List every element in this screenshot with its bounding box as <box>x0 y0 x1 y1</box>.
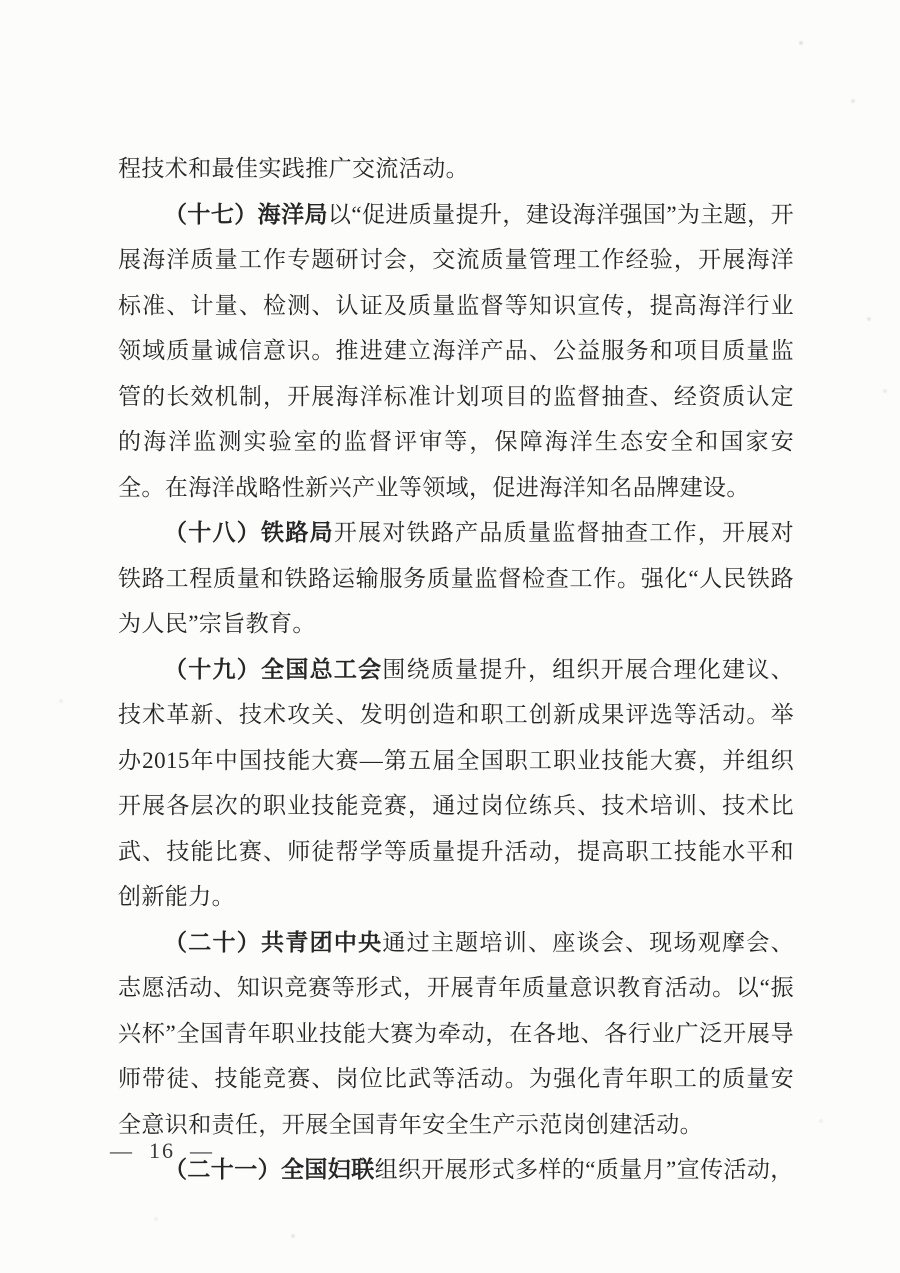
scan-artifacts <box>0 0 2 2</box>
paragraph-text: 通过主题培训、座谈会、现场观摩会、志愿活动、知识竞赛等形式，开展青年质量意识教育活动。以“振兴杯”全国青年职业技能大赛为牵动，在各地、各行业广泛开展导师带徒、技能竞赛、岗位比武等活动。为强化青年职工的质量安全意识和责任，开展全国青年安全生产示范岗创建活动。 <box>118 929 794 1137</box>
page-number: — 16 — <box>110 1138 214 1163</box>
paragraph <box>118 192 794 511</box>
document-body <box>118 146 794 1193</box>
paragraph <box>118 647 794 920</box>
paragraph-text: 开展对铁路产品质量监督抽查工作，开展对铁路工程质量和铁路运输服务质量监督检查工作。强化“人民铁路为人民”宗旨教育。 <box>118 520 794 636</box>
paragraph-text: 以“促进质量提升，建设海洋强国”为主题，开展海洋质量工作专题研讨会，交流质量管理工作经验，开展海洋标准、计量、检测、认证及质量监督等知识宣传，提高海洋行业领域质量诚信意识。推进建立海洋产品、公益服务和项目质量监管的长效机制，开展海洋标准计划项目的监督抽查、经资质认定的海洋监测实验室的监督评审等，保障海洋生态安全和国家安全。在海洋战略性新兴产业等领域，促进海洋知名品牌建设。 <box>118 201 794 500</box>
paragraph <box>118 1147 794 1193</box>
paragraph-lead: （十七）海洋局 <box>164 201 328 227</box>
paragraph-text: 围绕质量提升，组织开展合理化建议、技术革新、技术攻关、发明创造和职工创新成果评选等活动。举办2015年中国技能大赛—第五届全国职工职业技能大赛，并组织开展各层次的职业技能竞赛，通过岗位练兵、技术培训、技术比武、技能比赛、师徒帮学等质量提升活动，提高职工技能水平和创新能力。 <box>118 656 794 909</box>
paragraph-lead: （二十）共青团中央 <box>164 929 383 955</box>
paragraph-lead: （十九）全国总工会 <box>164 656 383 682</box>
paragraph-text: 程技术和最佳实践推广交流活动。 <box>118 156 469 181</box>
paragraph <box>118 146 794 192</box>
paragraph-lead: （二十一）全国妇联 <box>164 1157 375 1182</box>
paragraph-lead: （十八）铁路局 <box>164 520 334 545</box>
paragraph <box>118 510 794 647</box>
paragraph <box>118 920 794 1148</box>
paragraph-text: 组织开展形式多样的“质量月”宣传活动， <box>374 1157 794 1182</box>
